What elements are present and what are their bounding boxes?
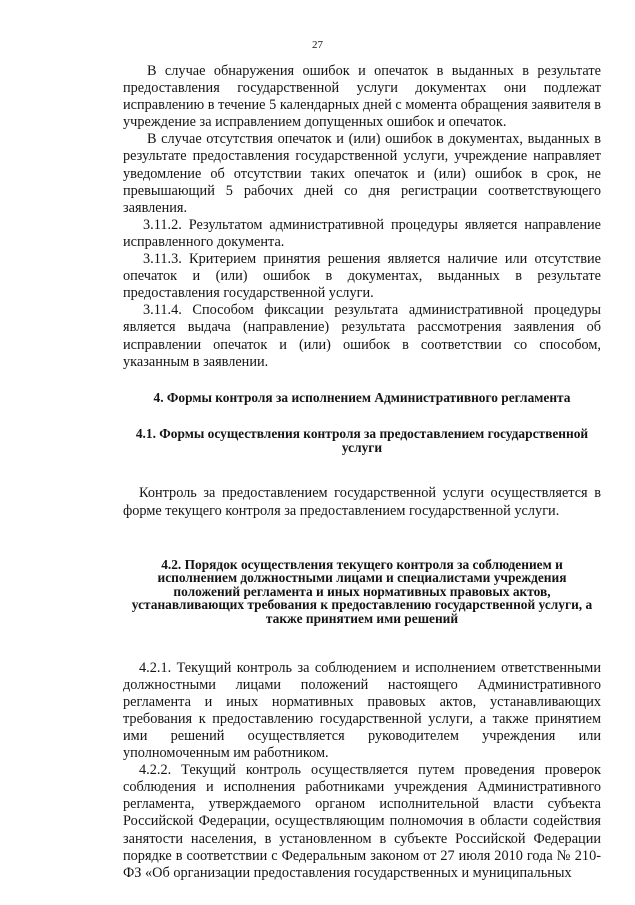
paragraph-3-11-2: 3.11.2. Результатом административной процедуры является направление исправленного документа.: [123, 216, 601, 250]
section-heading-4-1: 4.1. Формы осуществления контроля за предоставлением государственной услуги: [135, 426, 589, 455]
paragraph-3-11-4: 3.11.4. Способом фиксации результата административной процедуры является выдача (направление) результата рассмотрения заявления об исправлении опечаток и (или) ошибок в соответствии со способом, указанным в заявлении.: [123, 302, 601, 370]
page-body: [123, 63, 601, 882]
paragraph-errors-found: В случае обнаружения ошибок и опечаток в выданных в результате предоставления государственной услуги документах они подлежат исправлению в течение 5 календарных дней с момента обращения заявителя в учреждение за исправлением допущенных ошибок и опечаток.: [123, 63, 601, 131]
paragraph-no-errors: В случае отсутствия опечаток и (или) ошибок в документах, выданных в результате предоставления государственной услуги, учреждение направляет уведомление об отсутствии таких опечаток и (или) ошибок в срок, не превышающий 5 рабочих дней со дня регистрации соответствующего заявления.: [123, 131, 601, 216]
paragraph-4-2-2: 4.2.2. Текущий контроль осуществляется путем проведения проверок соблюдения и исполнения работниками учреждения Административного регламента, утверждаемого органом исполнительной власти субъекта Российской Федерации, осуществляющим полномочия в области содействия занятости населения, в установленном в субъекте Российской Федерации порядке в соответствии с Федеральным законом от 27 июля 2010 года № 210-ФЗ «Об организации предоставления государственных и муниципальных: [123, 762, 601, 881]
paragraph-4-2-1: 4.2.1. Текущий контроль за соблюдением и исполнением ответственными должностными лицами положений настоящего Административного регламента и иных нормативных правовых актов, устанавливающих требования к предоставлению государственной услуги, а также принятием ими решений осуществляется руководителем учреждения или уполномоченным им работником.: [123, 659, 601, 762]
section-heading-4: 4. Формы контроля за исполнением Административного регламента: [153, 389, 571, 405]
paragraph-3-11-3: 3.11.3. Критерием принятия решения является наличие или отсутствие опечаток и (или) ошибок в документах, выданных в результате предоставления государственной услуги.: [123, 251, 601, 302]
section-heading-4-2: 4.2. Порядок осуществления текущего контроля за соблюдением и исполнением должностными лицами и специалистами учреждения положений регламента и иных нормативных правовых актов, устанавливающих требования к предоставлению государственной услуги, а также принятием ими решений: [131, 556, 593, 627]
page-number: 27: [312, 39, 323, 51]
paragraph-4-1: Контроль за предоставлением государственной услуги осуществляется в форме текущего контроля за предоставлением государственной услуги.: [123, 485, 601, 519]
